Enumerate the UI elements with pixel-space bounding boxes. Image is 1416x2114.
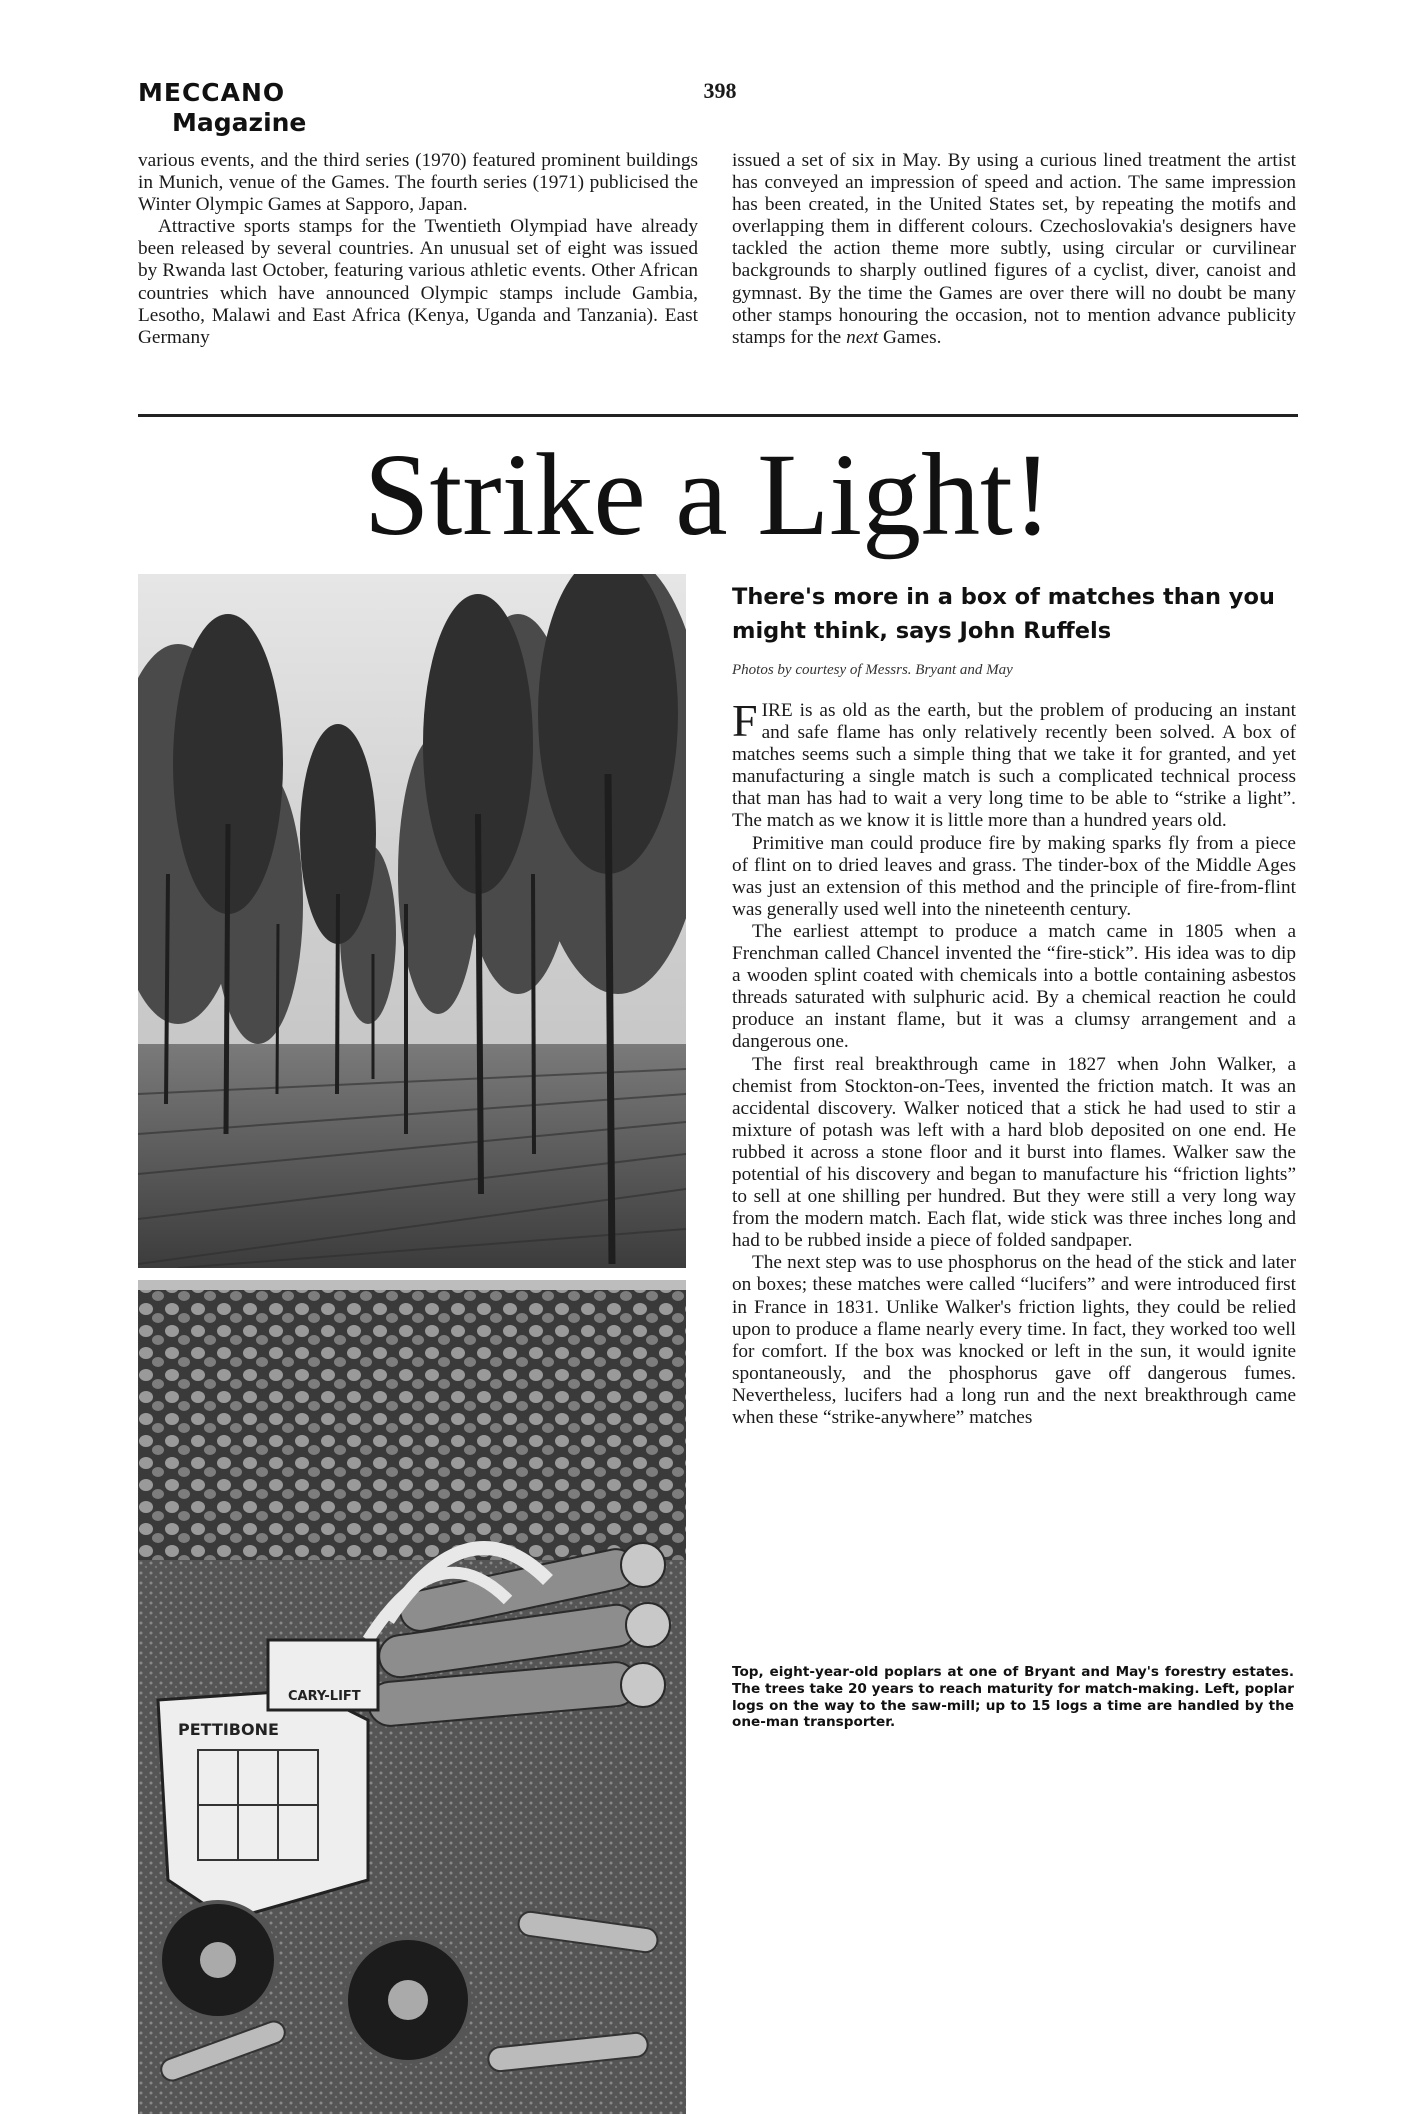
article-body (732, 695, 1296, 1429)
article-paragraph: Primitive man could produce fire by making sparks fly from a piece of flint on to dried leaves and grass. The tinder-box of the Middle Ages was just an extension of this method and the principle of fire-from-flint was generally used well into the nineteenth century. (732, 832, 1296, 920)
log-transporter-photo (138, 1280, 686, 2114)
article-paragraph: The first real breakthrough came in 1827 when John Walker, a chemist from Stockton-on-Tees, invented the friction match. It was an accidental discovery. Walker noticed that a stick he had used to stir a mixture of potash was left with a hard blob deposited on one end. He rubbed it across a stone floor and it burst into flames. Walker saw the potential of his discovery and began to manufacture his “friction lights” to sell at one shilling per hundred. But they were still a very long way from the modern match. Each flat, wide stick was three inches long and had to be rubbed inside a piece of folded sandpaper. (732, 1053, 1296, 1252)
stamps-italic-word: next (846, 326, 879, 348)
stamps-paragraph (732, 150, 1296, 349)
article-subhead: There's more in a box of matches than you might think, says John Ruffels (732, 584, 1275, 644)
masthead-line1: MECCANO (138, 78, 286, 107)
drop-cap: F (732, 695, 758, 746)
log-transporter-image (138, 1280, 686, 2114)
stamps-paragraph: Attractive sports stamps for the Twentieth Olympiad have already been released by several countries. An unusual set of eight was issued by Rwanda last October, featuring various athletic events. Other African countries which have announced Olympic stamps include Gambia, Lesotho, Malawi and East Africa (Kenya, Uganda and Tanzania). East Germany (138, 216, 698, 348)
page-number: 398 (703, 78, 737, 103)
stamps-paragraph: various events, and the third series (1970) featured prominent buildings in Munich, venue of the Games. The fourth series (1971) publicised the Winter Olympic Games at Sapporo, Japan. (138, 150, 698, 216)
masthead (138, 78, 306, 138)
poplar-forest-photo (138, 574, 686, 1268)
photo-credit: Photos by courtesy of Messrs. Bryant and May (732, 662, 1013, 678)
article-title: Strike a Light! (363, 429, 1053, 560)
article-paragraph: The next step was to use phosphorus on the head of the stick and later on boxes; these matches were called “lucifers” and were introduced first in France in 1831. Unlike Walker's friction lights, they could be relied upon to produce a flame nearly every time. In fact, they worked too well for comfort. If the box was knocked or left in the sun, it would ignite spontaneously, and the phosphorus gave off dangerous fumes. Nevertheless, lucifers had a long run and the next breakthrough came when these “strike-anywhere” matches (732, 1252, 1296, 1428)
article-paragraph: The earliest attempt to produce a match came in 1805 when a Frenchman called Chancel invented the “fire-stick”. His idea was to dip a wooden splint coated with chemicals into a bottle containing asbestos threads saturated with sulphuric acid. By a chemical reaction he could produce an instant flame, but it was a clumsy arrangement and a dangerous one. (732, 920, 1296, 1053)
stamps-text: issued a set of six in May. By using a curious lined treatment the artist has conveyed an impression of speed and action. The same impression has been created, in the United States set, by repeating the motifs and overlapping them in different colours. Czechoslovakia's designers have tackled the action theme more subtly, using circular or curvilinear backgrounds to sharply outlined figures of a cyclist, diver, canoist and gymnast. By the time the Games are over there will no doubt be many other stamps honouring the occasion, not to mention advance publicity stamps for the (732, 150, 1296, 348)
vehicle-sign-right: CARY-LIFT (288, 1689, 361, 1704)
vehicle-sign-left: PETTIBONE (178, 1720, 279, 1739)
photo-caption: Top, eight-year-old poplars at one of Bryant and May's forestry estates. The trees take 20 years to reach maturity for match-making. Left, poplar logs on the way to the saw-mill; up to 15 logs a time are handled by the one-man transporter. (732, 1664, 1294, 1731)
masthead-line2: Magazine (172, 108, 307, 137)
stamps-article-right-column (732, 150, 1296, 349)
poplar-forest-image (138, 574, 686, 1268)
first-paragraph-text: IRE is as old as the earth, but the problem of producing an instant and safe flame has only relatively recently been solved. A box of matches seems such a simple thing that we take it for granted, and yet manufacturing a single match is such a complicated technical process that man has had to wait a very long time to be able to “strike a light”. The match as we know it is little more than a hundred years old. (732, 700, 1296, 832)
section-divider (138, 414, 1298, 417)
stamps-article-left-column (138, 150, 698, 349)
article-first-paragraph (732, 695, 1296, 833)
stamps-text-end: Games. (883, 326, 942, 348)
